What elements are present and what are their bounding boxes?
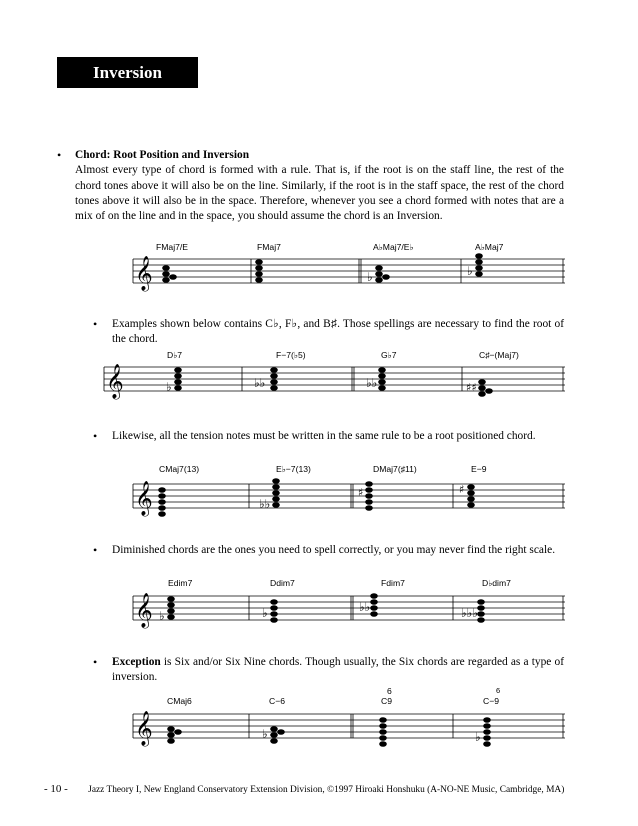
chord-label: C9 bbox=[381, 696, 392, 706]
chord-label: C−6 bbox=[269, 696, 286, 706]
paragraph-exception bbox=[112, 655, 564, 686]
paragraph-diminished: Diminished chords are the ones you need to spell correctly, or you may never find the right scale. bbox=[112, 544, 556, 556]
chord-label: Edim7 bbox=[168, 578, 193, 588]
bullet-marker: • bbox=[93, 429, 98, 443]
paragraph-body: Almost every type of chord is formed with a rule. That is, if the root is on the staff line, the rest of the chord tones above it will also be on the line. Similarly, if the root is in the staff space, the rest of the chord tones above it will also be in the space. Therefore, whenever you see a chord formed with notes that are a mix of on the line and in the space, you should assume the chord is an Inversion. bbox=[75, 164, 564, 223]
chord-label: F−7(♭5) bbox=[276, 350, 306, 360]
chord-label: Fdim7 bbox=[381, 578, 405, 588]
page-title: Inversion bbox=[57, 57, 198, 88]
bullet-marker: • bbox=[93, 543, 98, 557]
chord-label: DMaj7(♯11) bbox=[373, 464, 417, 474]
svg-text:♭: ♭ bbox=[262, 606, 268, 620]
music-staff bbox=[131, 704, 567, 754]
chord-label: CMaj6 bbox=[167, 696, 192, 706]
chord-label: A♭Maj7/E♭ bbox=[373, 242, 414, 252]
paragraph-root-position bbox=[75, 148, 564, 224]
page-footer bbox=[44, 783, 604, 795]
chord-label: E−9 bbox=[471, 464, 487, 474]
svg-text:♭: ♭ bbox=[166, 380, 172, 394]
exception-keyword: Exception bbox=[112, 656, 161, 668]
chord-label: FMaj7 bbox=[257, 242, 281, 252]
svg-text:♭♭: ♭♭ bbox=[366, 376, 378, 390]
chord-label: E♭−7(13) bbox=[276, 464, 311, 474]
chord-superscript: 6 bbox=[387, 686, 392, 696]
svg-text:♯♯: ♯♯ bbox=[466, 381, 477, 394]
chord-label: CMaj7(13) bbox=[159, 464, 200, 474]
svg-text:♭♭: ♭♭ bbox=[259, 497, 271, 511]
svg-text:♭: ♭ bbox=[467, 264, 473, 278]
chord-label: D♭dim7 bbox=[482, 578, 511, 588]
svg-text:♭♭♭: ♭♭♭ bbox=[461, 606, 478, 620]
svg-text:♭: ♭ bbox=[475, 730, 481, 744]
chord-label: G♭7 bbox=[381, 350, 397, 360]
footer-credit: Jazz Theory I, New England Conservatory Extension Division, ©1997 Hiroaki Honshuku (A-NO-NE Music, Cambridge, MA) bbox=[88, 785, 565, 795]
chord-label: D♭7 bbox=[167, 350, 183, 360]
chord-label: C♯−(Maj7) bbox=[479, 350, 519, 360]
music-staff bbox=[131, 250, 567, 295]
treble-clef-icon: 𝄞 bbox=[135, 711, 153, 746]
bullet-marker: • bbox=[57, 148, 62, 162]
treble-clef-icon: 𝄞 bbox=[135, 593, 153, 628]
music-staff bbox=[131, 586, 567, 636]
bullet-marker: • bbox=[93, 317, 98, 331]
chord-label: C−9 bbox=[483, 696, 500, 706]
paragraph-spellings: Examples shown below contains C♭, F♭, and B♯. Those spellings are necessary to find the root of the chord. bbox=[112, 318, 564, 346]
chord-label: FMaj7/E bbox=[156, 242, 188, 252]
music-staff bbox=[131, 474, 567, 524]
treble-clef-icon: 𝄞 bbox=[106, 364, 124, 399]
chord-superscript: 6 bbox=[496, 686, 501, 695]
paragraph-tension-notes: Likewise, all the tension notes must be written in the same rule to be a root positioned chord. bbox=[112, 430, 536, 442]
paragraph-body: is Six and/or Six Nine chords. Though usually, the Six chords are regarded as a type of inversion. bbox=[112, 656, 564, 684]
bullet-marker: • bbox=[93, 655, 98, 669]
page-number: - 10 - bbox=[44, 783, 68, 795]
svg-text:♯: ♯ bbox=[358, 486, 364, 499]
svg-text:♭: ♭ bbox=[367, 270, 373, 284]
music-staff bbox=[102, 357, 567, 407]
chord-label: A♭Maj7 bbox=[475, 242, 504, 252]
treble-clef-icon: 𝄞 bbox=[135, 256, 153, 291]
chord-label: Ddim7 bbox=[270, 578, 295, 588]
svg-text:♭♭: ♭♭ bbox=[254, 376, 266, 390]
svg-text:♭: ♭ bbox=[159, 609, 165, 623]
svg-text:♭: ♭ bbox=[262, 727, 268, 741]
svg-text:♯: ♯ bbox=[459, 483, 465, 496]
heading-root-position: Chord: Root Position and Inversion bbox=[75, 149, 250, 161]
svg-text:♭♭: ♭♭ bbox=[359, 600, 371, 614]
treble-clef-icon: 𝄞 bbox=[135, 481, 153, 516]
